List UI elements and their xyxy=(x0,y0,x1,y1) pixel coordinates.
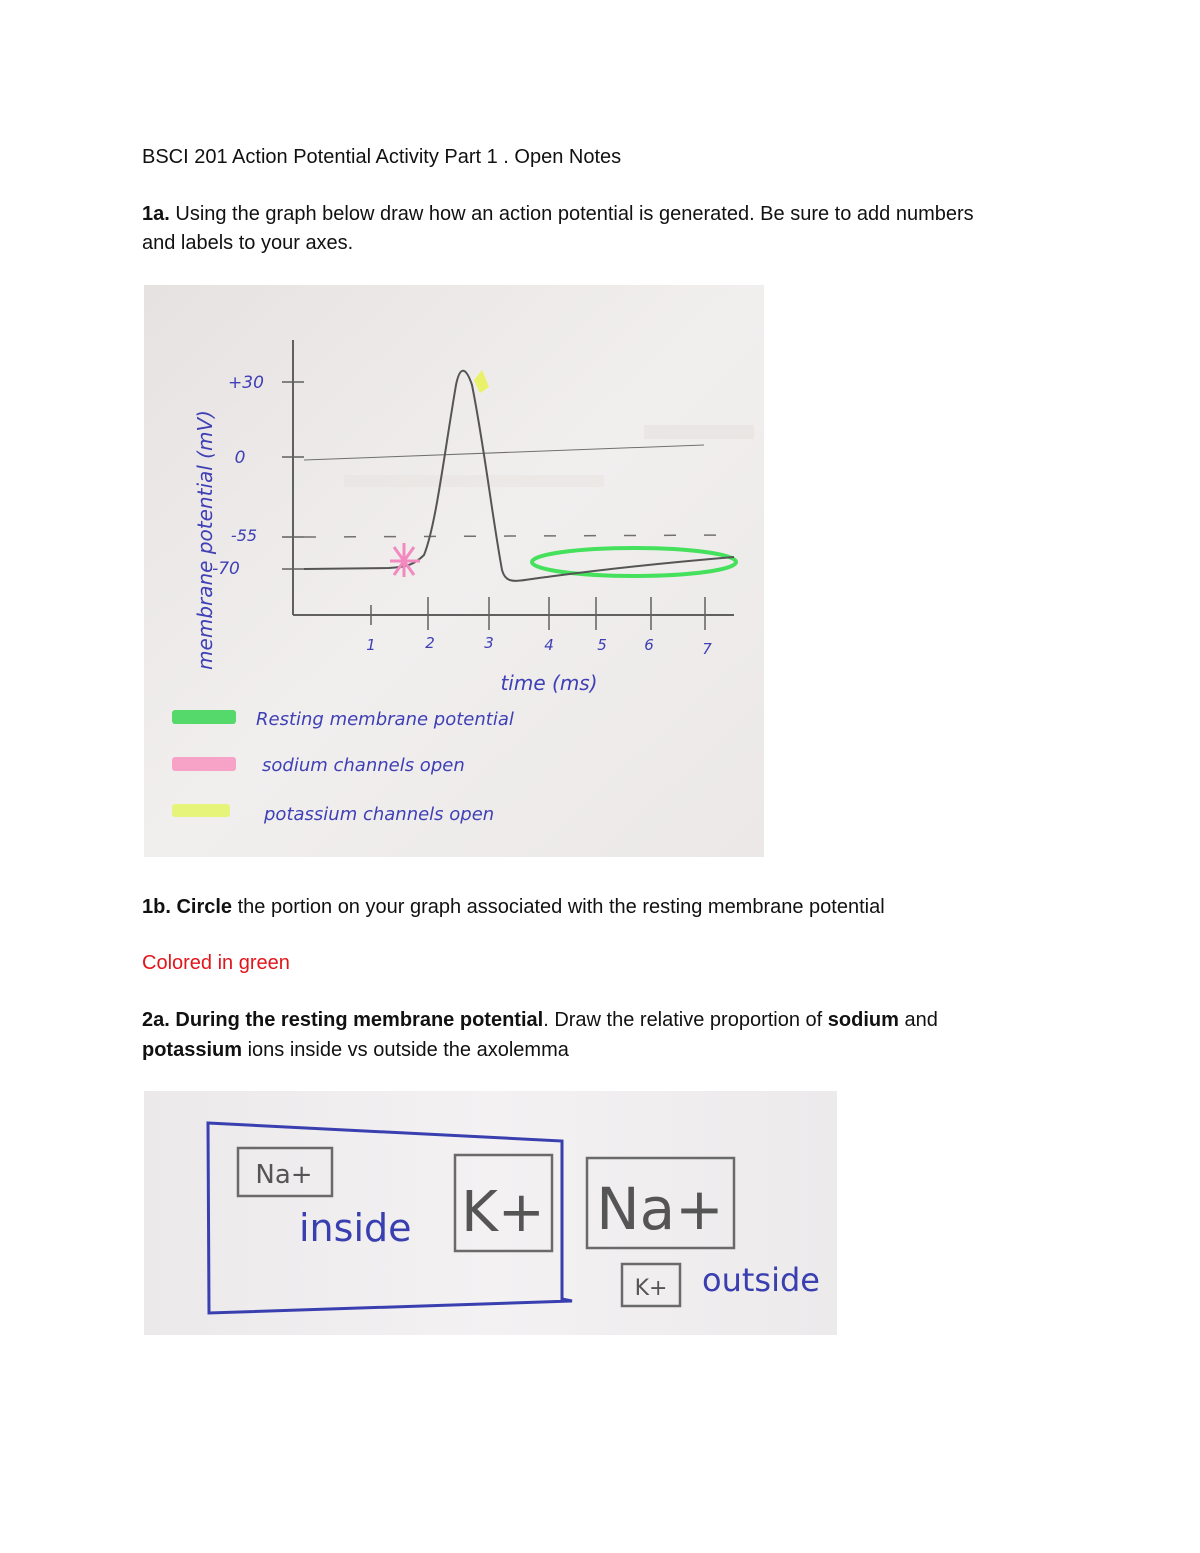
question-1b xyxy=(142,892,885,922)
question-2a-line-1 xyxy=(142,1005,938,1035)
question-2a-bold: During the resting membrane potential xyxy=(169,1009,544,1031)
y-tick-label: +30 xyxy=(228,373,264,393)
legend-swatch-yellow xyxy=(172,804,230,817)
ion-distribution-photo xyxy=(144,1091,837,1335)
question-1b-text: the portion on your graph associated with the resting membrane potential xyxy=(232,896,885,918)
y-tick-label: 0 xyxy=(234,448,246,468)
question-1b-bold-word: Circle xyxy=(170,896,233,918)
question-1b-number: 1b. xyxy=(142,896,171,918)
x-axis-label: time (ms) xyxy=(500,671,598,695)
legend-label: potassium channels open xyxy=(264,804,495,825)
question-2a-line-2 xyxy=(142,1035,569,1065)
question-1a-line-1 xyxy=(142,199,974,229)
question-2a-and: and xyxy=(898,1009,938,1031)
outside-na-label: Na+ xyxy=(596,1175,724,1243)
inside-na-label: Na+ xyxy=(255,1160,313,1190)
inside-k-label: K+ xyxy=(461,1180,545,1245)
answer-1b: Colored in green xyxy=(142,952,290,974)
legend-swatch-pink xyxy=(172,757,236,771)
y-tick-label: -70 xyxy=(212,559,240,579)
legend-label: Resting membrane potential xyxy=(256,709,514,730)
y-tick-label: -55 xyxy=(230,526,258,545)
x-tick-label: 4 xyxy=(544,636,554,654)
question-1a-text-1: Using the graph below draw how an action potential is generated. Be sure to add numbers xyxy=(169,203,974,225)
x-tick-label: 7 xyxy=(702,640,712,658)
action-potential-graph-photo xyxy=(144,285,764,857)
outside-label: outside xyxy=(702,1261,820,1299)
question-2a-rest: ions inside vs outside the axolemma xyxy=(242,1039,569,1061)
question-1a-line-2: and labels to your axes. xyxy=(142,232,354,254)
x-tick-label: 2 xyxy=(425,634,435,652)
outside-k-label: K+ xyxy=(634,1276,668,1301)
inside-label: inside xyxy=(299,1206,412,1250)
question-2a-text: . Draw the relative proportion of xyxy=(543,1009,828,1031)
question-1a-number: 1a. xyxy=(142,203,170,225)
document-title: BSCI 201 Action Potential Activity Part 1 . Open Notes xyxy=(142,146,622,168)
question-2a-potassium: potassium xyxy=(142,1039,243,1061)
legend-swatch-green xyxy=(172,710,236,724)
question-2a-number: 2a. xyxy=(142,1009,170,1031)
x-tick-label: 5 xyxy=(597,636,607,654)
x-tick-label: 6 xyxy=(644,636,654,654)
legend-label: sodium channels open xyxy=(262,755,465,776)
question-2a-sodium: sodium xyxy=(827,1009,899,1031)
x-tick-label: 3 xyxy=(484,634,494,652)
x-tick-label: 1 xyxy=(366,636,376,654)
y-axis-label: membrane potential (mV) xyxy=(193,410,217,670)
